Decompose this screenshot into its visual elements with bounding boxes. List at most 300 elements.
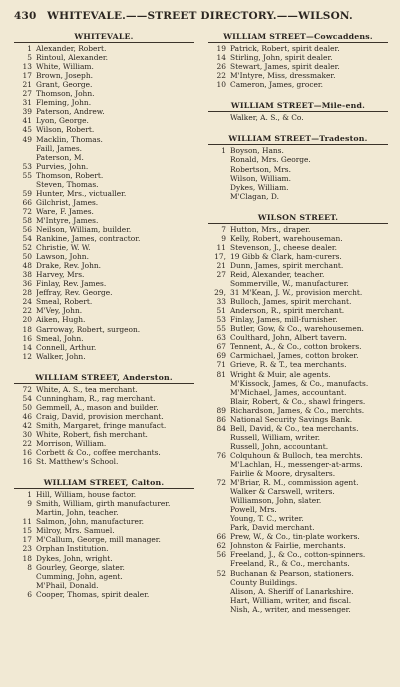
resident-name: M'Briar, R. M., commission agent. xyxy=(230,478,359,488)
street-heading: WILLIAM STREET, Calton. xyxy=(43,478,165,488)
resident-name: Orphan Institution. xyxy=(36,544,109,554)
directory-entry xyxy=(208,496,388,505)
running-title: WHITEVALE.——STREET DIRECTORY.——WILSON. xyxy=(47,10,353,22)
directory-entry xyxy=(14,107,194,116)
street-heading: WILLIAM STREET, Anderston. xyxy=(35,372,173,382)
directory-entry xyxy=(14,306,194,315)
resident-name: M'Kissock, James, & Co., manufacts. xyxy=(230,378,369,388)
directory-entry xyxy=(208,578,388,587)
resident-name: Paterson, M. xyxy=(36,152,84,162)
house-number: 17 xyxy=(22,535,32,545)
directory-entry xyxy=(14,180,194,189)
resident-name: Walker & Carswell, writers. xyxy=(230,487,335,497)
house-number: 9 xyxy=(27,499,32,509)
directory-entry xyxy=(14,207,194,216)
directory-entry xyxy=(208,460,388,469)
house-number: 72 xyxy=(22,206,32,216)
resident-name: 19 Gibb & Clark, ham-curers. xyxy=(230,251,342,261)
resident-name: 31 M'Kean, J. W., provision mercht. xyxy=(230,288,363,298)
resident-name: Jeffray, Rev. George. xyxy=(36,288,113,298)
directory-entry xyxy=(14,334,194,343)
resident-name: M'Phail, Donald. xyxy=(36,580,99,590)
directory-entry xyxy=(14,430,194,439)
house-number: 27 xyxy=(22,89,32,99)
house-number: 53 xyxy=(216,315,226,325)
directory-entry xyxy=(208,569,388,578)
resident-name: Macklin, Thomas. xyxy=(36,134,103,144)
resident-name: St. Matthew's School. xyxy=(36,457,119,467)
house-number xyxy=(208,192,230,201)
section-gap xyxy=(14,466,194,478)
resident-name: M'Vey, John. xyxy=(36,306,83,316)
resident-name: Neilson, William, builder. xyxy=(36,224,132,234)
directory-entry xyxy=(208,388,388,397)
house-number: 8 xyxy=(27,562,32,572)
house-number: 69 xyxy=(216,351,226,361)
resident-name: Walker, John. xyxy=(36,351,86,361)
resident-name: Russell, John, accountant. xyxy=(230,441,329,451)
resident-name: Boyson, Hans. xyxy=(230,146,284,156)
house-number: 18 xyxy=(22,553,32,563)
directory-entry xyxy=(208,360,388,369)
resident-name: Colquhoun & Bulloch, tea merchts. xyxy=(230,450,363,460)
house-number: 71 xyxy=(216,360,226,370)
house-number xyxy=(208,523,230,532)
house-number: 17 xyxy=(22,71,32,81)
resident-name: Harvey, Mrs. xyxy=(36,270,85,280)
directory-entry xyxy=(208,587,388,596)
house-number: 22 xyxy=(216,71,226,81)
resident-name: Patrick, Robert, spirit dealer. xyxy=(230,44,340,54)
resident-name: Steven, Thomas. xyxy=(36,179,99,189)
house-number xyxy=(208,505,230,514)
house-number: 50 xyxy=(22,402,32,412)
house-number xyxy=(208,183,230,192)
resident-name: Freeland, J., & Co., cotton-spinners. xyxy=(230,550,366,560)
house-number: 23 xyxy=(22,544,32,554)
directory-entry xyxy=(14,325,194,334)
resident-name: White, William. xyxy=(36,62,94,72)
house-number: 20 xyxy=(22,315,32,325)
resident-name: Carmichael, James, cotton broker. xyxy=(230,351,359,361)
directory-entry xyxy=(208,306,388,315)
directory-entry xyxy=(208,53,388,62)
street-heading: WILLIAM STREET—Mile-end. xyxy=(230,101,366,111)
directory-entry xyxy=(208,234,388,243)
house-number: 1 xyxy=(27,44,32,54)
directory-entry xyxy=(14,288,194,297)
house-number: 7 xyxy=(221,224,226,234)
resident-name: Faill, James. xyxy=(36,143,83,153)
directory-entry xyxy=(14,421,194,430)
resident-name: Smith, Margaret, fringe manufact. xyxy=(36,420,167,430)
house-number: 26 xyxy=(216,62,226,72)
house-number: 52 xyxy=(216,568,226,578)
resident-name: National Security Savings Bank. xyxy=(230,414,353,424)
street-section xyxy=(14,478,194,599)
directory-entry xyxy=(14,448,194,457)
resident-name: Wilson, William. xyxy=(230,173,291,183)
resident-name: Tennent, A., & Co., cotton brokers. xyxy=(230,342,362,352)
directory-entry xyxy=(14,216,194,225)
directory-entry xyxy=(14,535,194,544)
directory-entry xyxy=(208,505,388,514)
house-number: 56 xyxy=(216,550,226,560)
house-number xyxy=(208,279,230,288)
right-column xyxy=(208,32,388,614)
resident-name: Johnston & Fairlie, merchants. xyxy=(230,541,346,551)
section-gap xyxy=(208,89,388,101)
resident-name: Aiken, Hugh. xyxy=(36,315,86,325)
resident-name: Young, T. C., writer. xyxy=(230,514,304,524)
directory-entry xyxy=(14,572,194,581)
street-section xyxy=(208,32,388,89)
resident-name: Garroway, Robert, surgeon. xyxy=(36,324,141,334)
resident-name: Grant, George. xyxy=(36,80,93,90)
house-number: 9 xyxy=(221,233,226,243)
street-section xyxy=(208,101,388,122)
directory-entry xyxy=(208,605,388,614)
left-column xyxy=(14,32,194,599)
street-section xyxy=(14,373,194,466)
page-header xyxy=(14,10,386,24)
street-section xyxy=(208,134,388,200)
directory-entry xyxy=(14,457,194,466)
directory-entry xyxy=(14,144,194,153)
directory-entry xyxy=(208,342,388,351)
resident-name: Blair, Robert, & Co., shawl fringers. xyxy=(230,396,366,406)
directory-entry xyxy=(14,116,194,125)
heading-rule xyxy=(208,144,388,145)
directory-entry xyxy=(208,174,388,183)
directory-entry xyxy=(208,155,388,164)
directory-entry xyxy=(14,80,194,89)
directory-entry xyxy=(14,590,194,599)
resident-name: Powell, Mrs. xyxy=(230,505,277,515)
directory-entry xyxy=(14,563,194,572)
resident-name: Walker, A. S., & Co. xyxy=(230,113,304,123)
directory-entry xyxy=(208,514,388,523)
house-number: 38 xyxy=(22,270,32,280)
house-number xyxy=(14,180,36,189)
resident-name: Hunter, Mrs., victualler. xyxy=(36,188,127,198)
resident-name: Thomson, John. xyxy=(36,89,95,99)
house-number: 1 xyxy=(221,146,226,156)
directory-entry xyxy=(14,225,194,234)
resident-name: Freeland, R., & Co., merchants. xyxy=(230,559,350,569)
directory-entry xyxy=(14,234,194,243)
resident-name: White, A. S., tea merchant. xyxy=(36,384,138,394)
house-number xyxy=(14,581,36,590)
house-number: 10 xyxy=(216,80,226,90)
resident-name: Grieve, R. & T., tea merchants. xyxy=(230,360,347,370)
street-section xyxy=(14,32,194,361)
directory-entry xyxy=(208,379,388,388)
house-number: 56 xyxy=(22,224,32,234)
house-number: 86 xyxy=(216,414,226,424)
resident-name: County Buildings. xyxy=(230,577,298,587)
house-number: 67 xyxy=(216,342,226,352)
page-number: 430 xyxy=(14,10,37,22)
resident-name: Hutton, Mrs., draper. xyxy=(230,224,311,234)
directory-entry xyxy=(208,146,388,155)
house-number: 11 xyxy=(216,242,226,252)
resident-name: Lawson, John. xyxy=(36,252,89,262)
resident-name: Sommerville, W., manufacturer. xyxy=(230,279,349,289)
house-number: 16 xyxy=(22,448,32,458)
house-number: 62 xyxy=(216,541,226,551)
resident-name: Russell, William, writer. xyxy=(230,432,320,442)
resident-name: Smeal, Robert. xyxy=(36,297,93,307)
house-number: 63 xyxy=(216,333,226,343)
house-number: 12 xyxy=(22,351,32,361)
resident-name: White, Robert, fish merchant. xyxy=(36,429,148,439)
directory-entry xyxy=(14,252,194,261)
resident-name: Richardson, James, & Co., merchts. xyxy=(230,405,365,415)
house-number xyxy=(208,379,230,388)
resident-name: Butler, Gow, & Co., warehousemen. xyxy=(230,324,364,334)
directory-entry xyxy=(14,526,194,535)
directory-entry xyxy=(208,532,388,541)
directory-entry xyxy=(14,44,194,53)
house-number: 55 xyxy=(22,170,32,180)
street-section xyxy=(208,213,388,614)
resident-name: M'Callum, George, mill manager. xyxy=(36,535,161,545)
house-number: 76 xyxy=(216,450,226,460)
house-number: 17, xyxy=(214,251,226,261)
resident-name: Thomson, Robert. xyxy=(36,170,104,180)
resident-name: Nish, A., writer, and messenger. xyxy=(230,604,351,614)
directory-entry xyxy=(208,183,388,192)
directory-entry xyxy=(14,135,194,144)
resident-name: Alison, A. Sheriff of Lanarkshire. xyxy=(230,586,354,596)
resident-name: M'Clagan, D. xyxy=(230,191,279,201)
directory-entry xyxy=(208,451,388,460)
resident-name: Stewart, James, spirit dealer. xyxy=(230,62,340,72)
house-number xyxy=(208,496,230,505)
resident-name: Smith, William, girth manufacturer. xyxy=(36,499,171,509)
directory-entry xyxy=(14,544,194,553)
directory-entry xyxy=(208,279,388,288)
directory-entry xyxy=(14,581,194,590)
house-number: 14 xyxy=(216,53,226,63)
resident-name: Gemmell, A., mason and builder. xyxy=(36,402,159,412)
directory-entry xyxy=(208,324,388,333)
directory-entry xyxy=(208,442,388,451)
house-number: 45 xyxy=(22,125,32,135)
resident-name: Dykes, William. xyxy=(230,182,289,192)
street-heading: WHITEVALE. xyxy=(74,32,134,41)
house-number xyxy=(208,460,230,469)
house-number: 72 xyxy=(216,478,226,488)
directory-entry xyxy=(14,171,194,180)
directory-entry xyxy=(14,62,194,71)
house-number xyxy=(208,433,230,442)
resident-name: Stevenson, J., cheese dealer. xyxy=(230,242,338,252)
directory-entry xyxy=(14,352,194,361)
house-number: 54 xyxy=(22,234,32,244)
heading-rule xyxy=(208,111,388,112)
house-number xyxy=(208,469,230,478)
house-number: 49 xyxy=(22,134,32,144)
directory-entry xyxy=(14,385,194,394)
house-number xyxy=(208,559,230,568)
house-number: 50 xyxy=(22,252,32,262)
house-number: 30 xyxy=(22,429,32,439)
section-gap xyxy=(208,122,388,134)
house-number: 66 xyxy=(22,197,32,207)
resident-name: Gilchrist, James. xyxy=(36,197,99,207)
house-number: 66 xyxy=(216,532,226,542)
heading-rule xyxy=(14,42,194,43)
directory-entry xyxy=(14,243,194,252)
resident-name: Milroy, Mrs. Samuel. xyxy=(36,526,115,536)
street-heading: WILSON STREET. xyxy=(257,212,339,222)
house-number: 46 xyxy=(22,411,32,421)
house-number: 89 xyxy=(216,405,226,415)
house-number: 41 xyxy=(22,116,32,126)
resident-name: Alexander, Robert. xyxy=(36,44,107,54)
house-number: 18 xyxy=(22,324,32,334)
resident-name: Purvies, John. xyxy=(36,161,89,171)
resident-name: Corbett & Co., coffee merchants. xyxy=(36,448,161,458)
house-number: 21 xyxy=(22,80,32,90)
resident-name: Rintoul, Alexander. xyxy=(36,53,108,63)
house-number xyxy=(14,153,36,162)
house-number: 24 xyxy=(22,297,32,307)
directory-entry xyxy=(208,165,388,174)
house-number: 39 xyxy=(22,107,32,117)
house-number: 59 xyxy=(22,188,32,198)
resident-name: Lyon, George. xyxy=(36,116,89,126)
resident-name: Reid, Alexander, teacher. xyxy=(230,269,325,279)
directory-entry xyxy=(14,279,194,288)
directory-entry xyxy=(208,541,388,550)
house-number xyxy=(208,605,230,614)
resident-name: Wilson, Robert. xyxy=(36,125,95,135)
resident-name: Fleming, John. xyxy=(36,98,92,108)
directory-entry xyxy=(14,198,194,207)
house-number: 42 xyxy=(22,420,32,430)
directory-entry xyxy=(14,53,194,62)
directory-entry xyxy=(208,44,388,53)
directory-entry xyxy=(14,98,194,107)
house-number xyxy=(208,514,230,523)
directory-entry xyxy=(208,225,388,234)
directory-entry xyxy=(208,370,388,379)
heading-rule xyxy=(208,223,388,224)
resident-name: Paterson, Andrew. xyxy=(36,107,105,117)
resident-name: Hill, William, house factor. xyxy=(36,490,137,500)
house-number: 1 xyxy=(27,490,32,500)
resident-name: Ronald, Mrs. George. xyxy=(230,155,311,165)
directory-entry xyxy=(208,559,388,568)
house-number: 81 xyxy=(216,369,226,379)
house-number xyxy=(208,442,230,451)
directory-entry xyxy=(14,189,194,198)
resident-name: Morrison, William. xyxy=(36,439,107,449)
house-number: 19 xyxy=(216,44,226,54)
resident-name: Cameron, James, grocer. xyxy=(230,80,324,90)
directory-entry xyxy=(208,351,388,360)
house-number: 21 xyxy=(216,260,226,270)
resident-name: Williamson, John, slater. xyxy=(230,496,322,506)
directory-entry xyxy=(208,62,388,71)
house-number: 16 xyxy=(22,333,32,343)
house-number: 14 xyxy=(22,342,32,352)
directory-entry xyxy=(208,192,388,201)
directory-entry xyxy=(208,406,388,415)
resident-name: Christie, W. W. xyxy=(36,243,91,253)
directory-entry xyxy=(14,315,194,324)
heading-rule xyxy=(208,42,388,43)
directory-entry xyxy=(208,71,388,80)
house-number: 13 xyxy=(22,62,32,72)
street-heading: WILLIAM STREET—Tradeston. xyxy=(228,134,368,144)
directory-entry xyxy=(208,397,388,406)
directory-entry xyxy=(208,288,388,297)
street-heading: WILLIAM STREET—Cowcaddens. xyxy=(223,32,373,41)
house-number: 22 xyxy=(22,306,32,316)
directory-entry xyxy=(208,315,388,324)
directory-entry xyxy=(208,424,388,433)
house-number xyxy=(208,113,230,122)
directory-entry xyxy=(14,261,194,270)
section-gap xyxy=(208,201,388,213)
resident-name: M'Lachlan, H., messenger-at-arms. xyxy=(230,459,363,469)
directory-entry xyxy=(208,270,388,279)
directory-entry xyxy=(14,343,194,352)
house-number: 53 xyxy=(22,161,32,171)
resident-name: Salmon, John, manufacturer. xyxy=(36,517,144,527)
house-number: 31 xyxy=(22,98,32,108)
directory-entry xyxy=(208,596,388,605)
house-number: 11 xyxy=(22,517,32,527)
directory-entry xyxy=(14,439,194,448)
directory-entry xyxy=(14,403,194,412)
section-gap xyxy=(14,361,194,373)
resident-name: Robertson, Mrs. xyxy=(230,164,291,174)
directory-entry xyxy=(14,554,194,563)
house-number: 5 xyxy=(27,53,32,63)
house-number: 51 xyxy=(216,306,226,316)
directory-entry xyxy=(14,125,194,134)
directory-entry xyxy=(208,487,388,496)
resident-name: Bulloch, James, spirit merchant. xyxy=(230,297,352,307)
house-number: 54 xyxy=(22,393,32,403)
resident-name: Prew, W., & Co., tin-plate workers. xyxy=(230,532,360,542)
house-number xyxy=(208,397,230,406)
house-number: 72 xyxy=(22,384,32,394)
resident-name: Gourley, George, slater. xyxy=(36,562,125,572)
house-number: 16 xyxy=(22,457,32,467)
directory-entry xyxy=(14,412,194,421)
directory-entry xyxy=(14,508,194,517)
resident-name: Cumming, John, agent. xyxy=(36,571,123,581)
resident-name: Buchanan & Pearson, stationers. xyxy=(230,568,354,578)
house-number xyxy=(14,572,36,581)
house-number: 27 xyxy=(216,269,226,279)
resident-name: Kelly, Robert, warehouseman. xyxy=(230,233,343,243)
directory-entry xyxy=(208,113,388,122)
house-number: 6 xyxy=(27,589,32,599)
resident-name: Hart, William, writer, and fiscal. xyxy=(230,595,352,605)
resident-name: Anderson, R., spirit merchant. xyxy=(230,306,345,316)
directory-entry xyxy=(208,333,388,342)
house-number: 29, xyxy=(214,288,226,298)
house-number: 33 xyxy=(216,297,226,307)
resident-name: M'Michael, James, accountant. xyxy=(230,387,347,397)
